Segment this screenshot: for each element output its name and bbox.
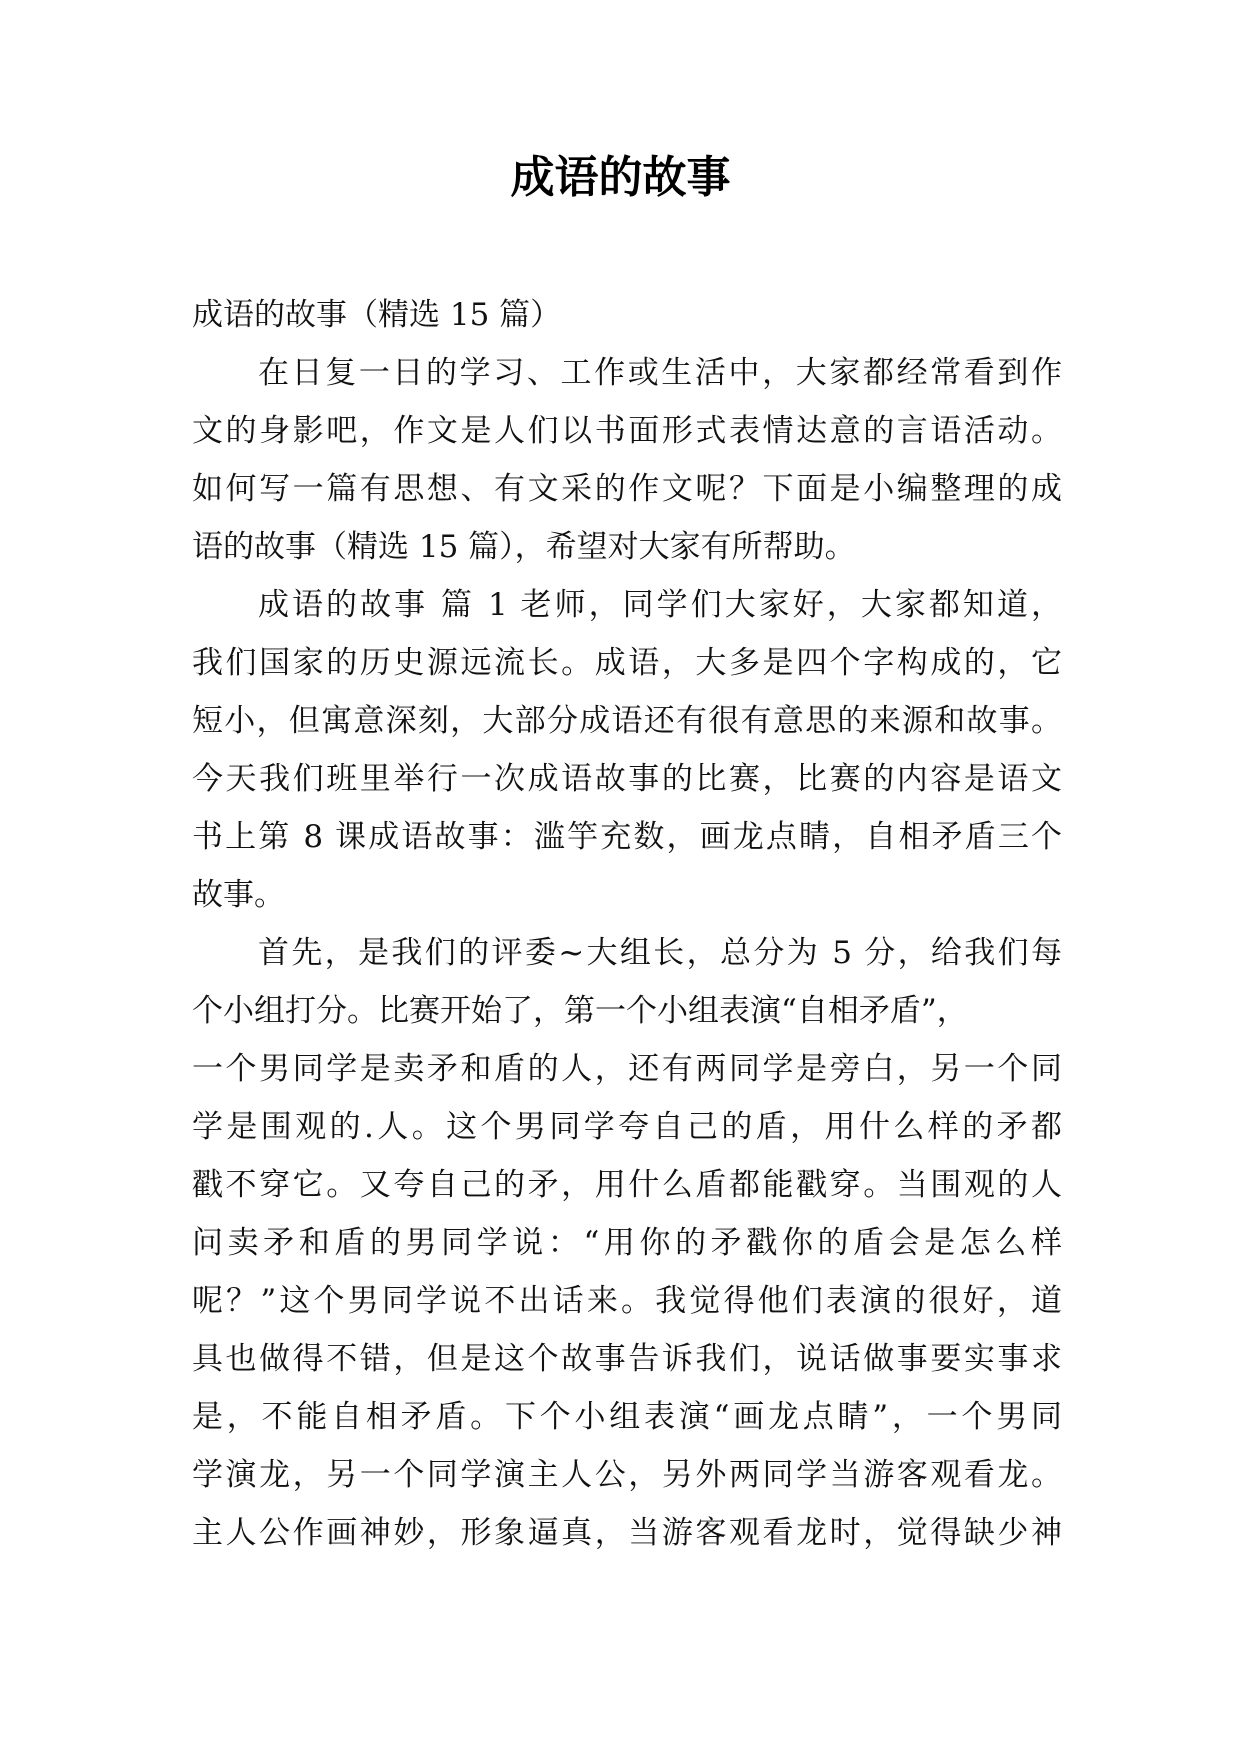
body-line: 学是围观的.人。这个男同学夸自己的盾，用什么样的矛都 — [192, 1109, 1062, 1145]
body-line: 书上第 8 课成语故事：滥竽充数，画龙点睛，自相矛盾三个 — [192, 819, 1062, 855]
body-line: 首先，是我们的评委~大组长，总分为 5 分，给我们每 — [258, 935, 1062, 971]
body-line: 学演龙，另一个同学演主人公，另外两同学当游客观看龙。 — [192, 1457, 1062, 1493]
body-line: 如何写一篇有思想、有文采的作文呢？下面是小编整理的成 — [192, 471, 1062, 507]
body-line: 故事。 — [192, 877, 285, 913]
body-line: 是，不能自相矛盾。下个小组表演“画龙点睛”，一个男同 — [192, 1399, 1062, 1435]
body-line: 呢？”这个男同学说不出话来。我觉得他们表演的很好，道 — [192, 1283, 1062, 1319]
body-line: 文的身影吧，作文是人们以书面形式表情达意的言语活动。 — [192, 413, 1062, 449]
body-line: 主人公作画神妙，形象逼真，当游客观看龙时，觉得缺少神 — [192, 1515, 1062, 1551]
body-line: 短小，但寓意深刻，大部分成语还有很有意思的来源和故事。 — [192, 703, 1062, 739]
body-line: 成语的故事 篇 1 老师，同学们大家好，大家都知道， — [258, 587, 1062, 623]
body-line: 个小组打分。比赛开始了，第一个小组表演“自相矛盾”， — [192, 993, 968, 1029]
body-line: 问卖矛和盾的男同学说：“用你的矛戳你的盾会是怎么样 — [192, 1225, 1062, 1261]
body-line: 一个男同学是卖矛和盾的人，还有两同学是旁白，另一个同 — [192, 1051, 1062, 1087]
body-line: 戳不穿它。又夸自己的矛，用什么盾都能戳穿。当围观的人 — [192, 1167, 1062, 1203]
body-line: 语的故事（精选 15 篇），希望对大家有所帮助。 — [192, 529, 856, 565]
body-line: 具也做得不错，但是这个故事告诉我们，说话做事要实事求 — [192, 1341, 1062, 1377]
body-line: 在日复一日的学习、工作或生活中，大家都经常看到作 — [258, 355, 1062, 391]
body-line: 我们国家的历史源远流长。成语，大多是四个字构成的，它 — [192, 645, 1062, 681]
document-body — [192, 286, 1062, 1562]
body-line: 今天我们班里举行一次成语故事的比赛，比赛的内容是语文 — [192, 761, 1062, 797]
document-title: 成语的故事 — [510, 152, 731, 203]
body-line: 成语的故事（精选 15 篇） — [192, 297, 562, 333]
